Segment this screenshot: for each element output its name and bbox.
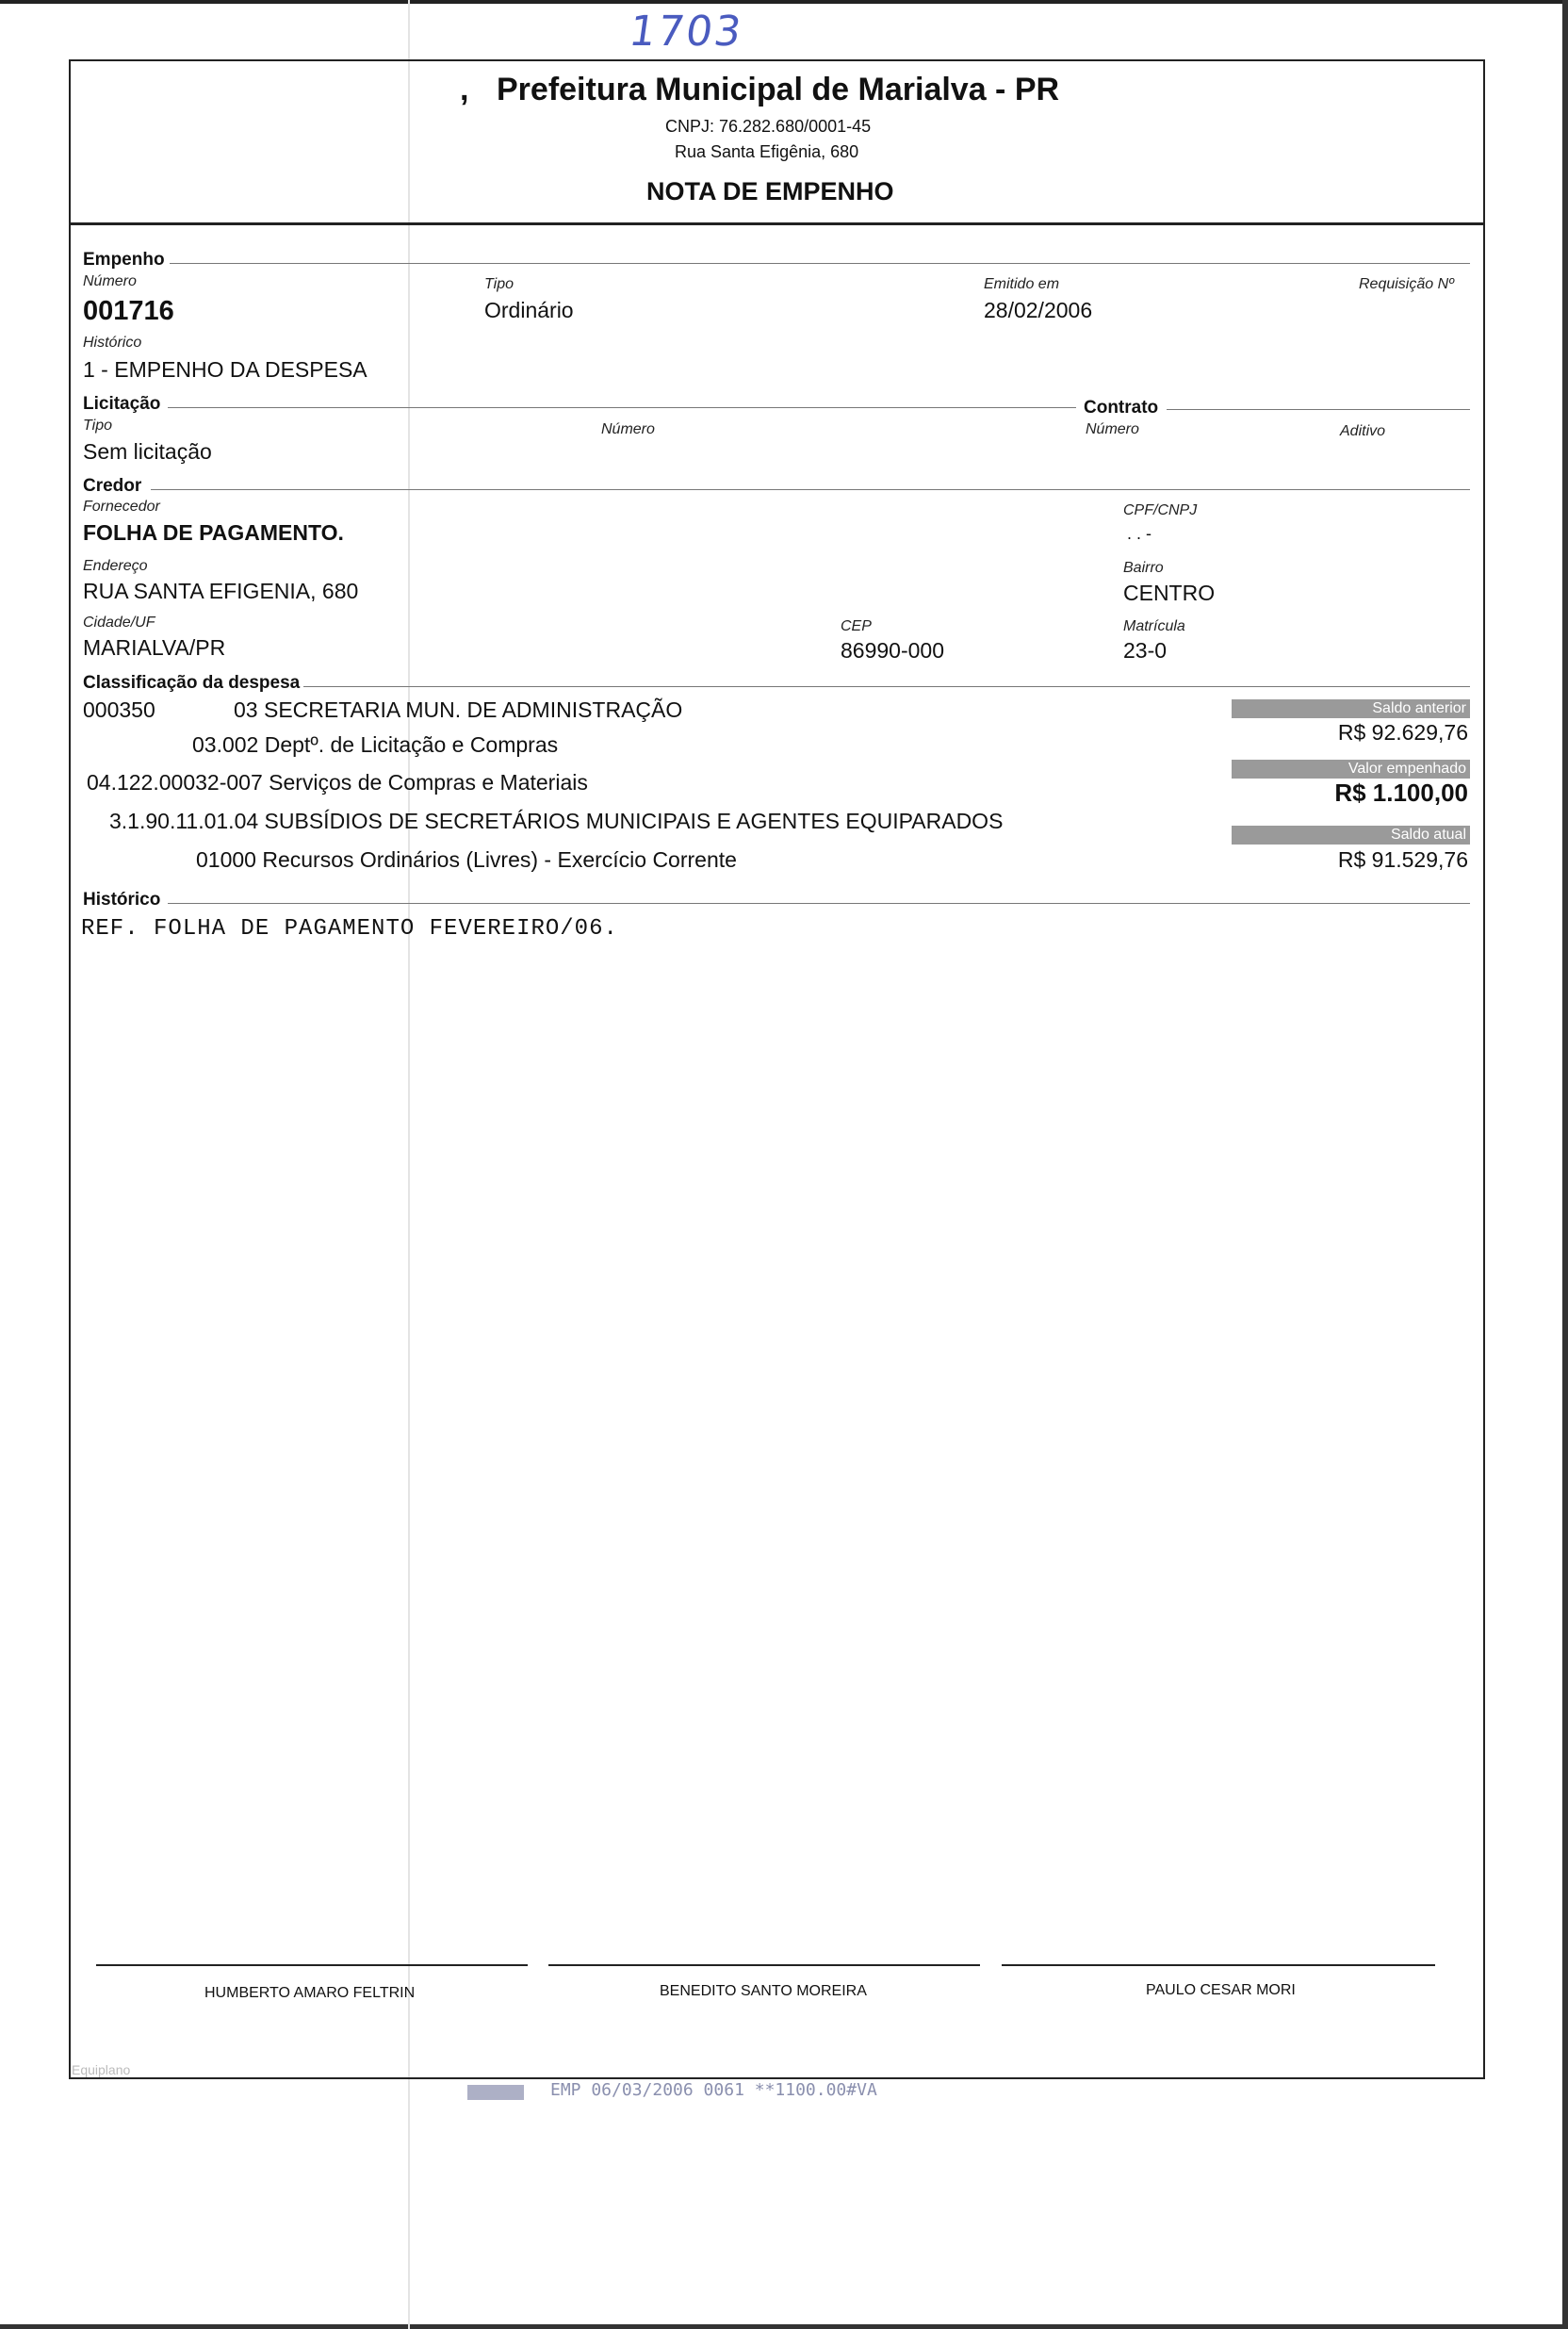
classificacao-secretaria: 03 SECRETARIA MUN. DE ADMINISTRAÇÃO — [234, 697, 683, 722]
header-title: Prefeitura Municipal de Marialva - PR — [497, 72, 1060, 107]
footer-stamp-mark — [467, 2085, 524, 2100]
signature-line-3 — [1002, 1964, 1435, 1966]
signature-line-1 — [96, 1964, 528, 1966]
bairro-label: Bairro — [1123, 560, 1164, 576]
section-classificacao: Classificação da despesa — [83, 673, 301, 693]
header-address: Rua Santa Efigênia, 680 — [675, 142, 859, 161]
section-licitacao: Licitação — [83, 394, 161, 414]
handwritten-number: 1703 — [626, 8, 746, 56]
classificacao-programa: 04.122.00032-007 Serviços de Compras e Materiais — [87, 770, 588, 795]
classificacao-departamento: 03.002 Deptº. de Licitação e Compras — [192, 732, 559, 757]
signature-name-2: BENEDITO SANTO MOREIRA — [660, 1983, 867, 1999]
main-box — [69, 221, 1485, 2079]
signature-name-1: HUMBERTO AMARO FELTRIN — [204, 1985, 416, 2001]
credor-endereco: RUA SANTA EFIGENIA, 680 — [83, 579, 359, 603]
footer-brand: Equiplano — [72, 2062, 131, 2077]
requisicao-label: Requisição Nº — [1359, 276, 1454, 292]
contrato-aditivo-label: Aditivo — [1340, 423, 1386, 439]
section-credor: Credor — [83, 476, 142, 496]
signature-name-3: PAULO CESAR MORI — [1146, 1982, 1296, 1998]
fornecedor-label: Fornecedor — [83, 499, 160, 515]
endereco-label: Endereço — [83, 558, 148, 574]
header-cnpj: CNPJ: 76.282.680/0001-45 — [665, 117, 872, 136]
licitacao-numero-label: Número — [601, 421, 655, 437]
saldo-anterior: R$ 92.629,76 — [1337, 720, 1468, 745]
credor-matricula: 23-0 — [1123, 638, 1168, 663]
section-contrato: Contrato — [1084, 398, 1159, 418]
contrato-numero-label: Número — [1086, 421, 1139, 437]
scan-edge-top — [0, 0, 1568, 4]
saldo-anterior-label: Saldo anterior — [1232, 699, 1470, 718]
cidade-label: Cidade/UF — [83, 615, 155, 631]
empenho-historico: 1 - EMPENHO DA DESPESA — [83, 357, 368, 382]
credor-fornecedor: FOLHA DE PAGAMENTO. — [83, 520, 344, 545]
classificacao-codigo: 000350 — [83, 697, 155, 722]
licitacao-tipo: Sem licitação — [83, 439, 212, 464]
rule-historico — [168, 903, 1470, 904]
rule-empenho — [170, 263, 1470, 264]
section-historico: Histórico — [83, 890, 161, 910]
rule-licitacao — [168, 407, 1076, 408]
credor-cpf: . . - — [1127, 524, 1152, 543]
doc-title: NOTA DE EMPENHO — [646, 177, 894, 205]
classificacao-recurso: 01000 Recursos Ordinários (Livres) - Exercício Corrente — [196, 847, 737, 872]
credor-cep: 86990-000 — [841, 638, 944, 663]
signature-line-2 — [548, 1964, 980, 1966]
footer-stamp: EMP 06/03/2006 0061 **1100.00#VA — [550, 2080, 877, 2100]
credor-bairro: CENTRO — [1123, 581, 1216, 605]
section-empenho: Empenho — [83, 250, 165, 270]
numero-label: Número — [83, 273, 137, 289]
licitacao-tipo-label: Tipo — [83, 418, 112, 434]
saldo-atual-label: Saldo atual — [1232, 826, 1470, 845]
scan-edge-right — [1562, 0, 1568, 2329]
credor-cidade: MARIALVA/PR — [83, 635, 226, 660]
rule-classificacao — [303, 686, 1470, 687]
cpf-label: CPF/CNPJ — [1123, 502, 1198, 518]
header-prefix: , — [460, 72, 469, 107]
tipo-label: Tipo — [484, 276, 514, 292]
matricula-label: Matrícula — [1123, 618, 1185, 634]
classificacao-elemento: 3.1.90.11.01.04 SUBSÍDIOS DE SECRETÁRIOS MUNICIPAIS E AGENTES EQUIPARADOS — [109, 809, 1004, 833]
historico-label: Histórico — [83, 335, 142, 351]
rule-credor — [151, 489, 1470, 490]
empenho-emitido: 28/02/2006 — [984, 298, 1093, 322]
historico-text: REF. FOLHA DE PAGAMENTO FEVEREIRO/06. — [81, 916, 618, 942]
empenho-numero: 001716 — [83, 296, 174, 326]
valor-empenhado-label: Valor empenhado — [1232, 760, 1470, 779]
emitido-label: Emitido em — [984, 276, 1060, 292]
rule-contrato — [1167, 409, 1470, 410]
empenho-tipo: Ordinário — [484, 298, 574, 322]
valor-empenhado: R$ 1.100,00 — [1334, 779, 1468, 807]
scan-edge-bottom — [0, 2324, 1568, 2329]
cep-label: CEP — [841, 618, 872, 634]
saldo-atual: R$ 91.529,76 — [1337, 847, 1468, 872]
